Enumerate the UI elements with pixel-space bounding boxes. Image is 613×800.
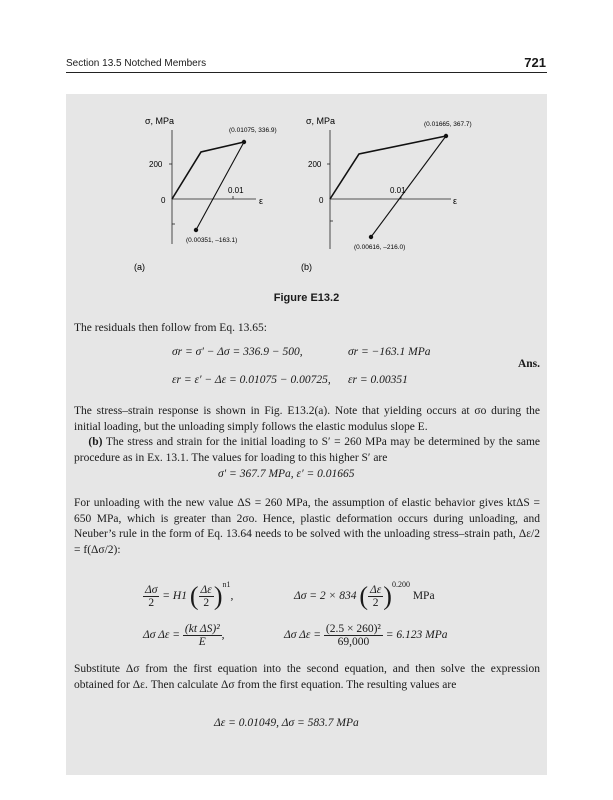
panel-a-residual-point <box>194 228 198 232</box>
eq6-denominator: E <box>198 636 206 648</box>
panel-b-peak-point <box>444 134 448 138</box>
panel-a-peak-point <box>242 140 246 144</box>
eq4-inner-denominator: 2 <box>203 596 210 609</box>
eq7-denominator: 69,000 <box>337 636 370 648</box>
panel-b-residual-label: (0.00616, –216.0) <box>354 244 406 251</box>
eq5-inner-numerator: Δε <box>370 583 382 596</box>
equation-neuber-numeric <box>284 623 447 648</box>
panel-a-x-tick: 0.01 <box>228 186 244 195</box>
paragraph-yielding-text: The stress–strain response is shown in Fig. E13.2(a). Note that yielding occurs at σo during the initial loading, but the unloading simply follows the elastic modulus slope E. <box>74 405 540 433</box>
paragraph-unloading: For unloading with the new value ΔS = 260 MPa, the assumption of elastic behavior gives ktΔS = 650 MPa, which is greater than 2σo. Hence, plastic deformation occurs during unloading, and Neuber’s rule in the form of Eq. 13.64 needs to be solved with the unloading stress–strain path, Δε/2 = f(Δσ/2): <box>74 497 540 556</box>
equation-stress-strain-numeric: Δσ = 2 × 834 ( $\frac{\Delta\varepsilon}{2}$ )$^{0.200}$ MPa <box>294 580 435 611</box>
panel-b-origin: 0 <box>319 196 324 205</box>
panel-b-label: (b) <box>301 262 312 272</box>
part-b-label: (b) <box>88 436 103 448</box>
panel-b-x-axis-label: ε <box>453 196 458 206</box>
panel-b-y-tick: 200 <box>308 160 322 169</box>
eq5-unit: MPa <box>412 590 435 602</box>
equation-residual-strain-rhs: εr = 0.00351 <box>348 374 408 386</box>
figure-e13-2 <box>66 94 547 304</box>
eq6-lhs: Δσ Δε = <box>143 629 181 642</box>
panel-a-peak-label: (0.01075, 336.9) <box>229 127 277 134</box>
panel-b-y-axis-label: σ, MPa <box>306 116 336 126</box>
eq4-exponent: n1 <box>222 580 231 589</box>
eq6-numerator: (kt ΔS)² <box>184 623 220 635</box>
panel-b-residual-point <box>369 235 373 239</box>
panel-a-label: (a) <box>134 262 145 272</box>
eq7-numerator: (2.5 × 260)² <box>325 623 381 635</box>
equation-neuber-rule: Δσ Δε = $\frac{\text{(kt ΔS)²}}{E}$ , <box>143 623 225 648</box>
panel-b-peak-label: (0.01665, 367.7) <box>424 121 472 128</box>
eq4-inner-numerator: Δε <box>200 583 212 596</box>
eq4-middle: = H1 <box>162 590 187 602</box>
panel-a-y-tick: 200 <box>149 160 163 169</box>
eq5-lhs: Δσ = 2 × 834 <box>294 590 357 602</box>
panel-a <box>134 116 277 272</box>
equation-residual-stress-lhs: σr = σ′ − Δσ = 336.9 − 500, <box>172 346 303 358</box>
paragraph-substitute: Substitute Δσ from the first equation into the second equation, and then solve the expression obtained for Δε. Then calculate Δσ from the first equation. The resulting values are <box>74 663 540 691</box>
page-number: 721 <box>524 55 546 70</box>
paragraph-stress-strain-response <box>74 404 540 466</box>
figure-caption: Figure E13.2 <box>273 292 340 304</box>
paragraph-residuals: The residuals then follow from Eq. 13.65: <box>74 322 267 334</box>
part-b-text: The stress and strain for the initial loading to S′ = 260 MPa may be determined by the same procedure as in Ex. 13.1. The values for loading to this higher S′ are <box>74 436 540 464</box>
equation-final-values: Δε = 0.01049, Δσ = 583.7 MPa <box>214 717 359 729</box>
equation-residual-stress-rhs: σr = −163.1 MPa <box>348 346 431 358</box>
panel-b-curve <box>330 136 446 199</box>
panel-b <box>301 116 472 272</box>
eq5-exponent: 0.200 <box>391 580 410 589</box>
equation-peak-values: σ′ = 367.7 MPa, ε′ = 0.01665 <box>218 468 355 480</box>
panel-a-residual-label: (0.00351, –163.1) <box>186 237 238 244</box>
eq5-inner-denominator: 2 <box>372 596 379 609</box>
panel-b-x-tick: 0.01 <box>390 186 406 195</box>
panel-a-y-axis-label: σ, MPa <box>145 116 175 126</box>
running-header-section: Section 13.5 Notched Members <box>66 58 207 69</box>
eq4-denominator: 2 <box>148 596 155 609</box>
answer-label: Ans. <box>517 358 540 370</box>
panel-a-x-axis-label: ε <box>259 196 264 206</box>
eq7-lhs: Δσ Δε = <box>284 629 322 642</box>
header-rule <box>66 72 547 73</box>
panel-b-unloading-line <box>371 136 446 237</box>
equation-stress-strain-curve: $\frac{\Delta\sigma}{2}$ = H1 ( $\frac{\Delta\varepsilon}{2}$ )$^{n1}$, <box>145 580 234 611</box>
eq4-numerator: Δσ <box>145 583 158 596</box>
panel-a-origin: 0 <box>161 196 166 205</box>
equation-residual-strain-lhs: εr = ε′ − Δε = 0.01075 − 0.00725, <box>172 374 331 386</box>
eq7-rhs: = 6.123 MPa <box>385 629 448 642</box>
